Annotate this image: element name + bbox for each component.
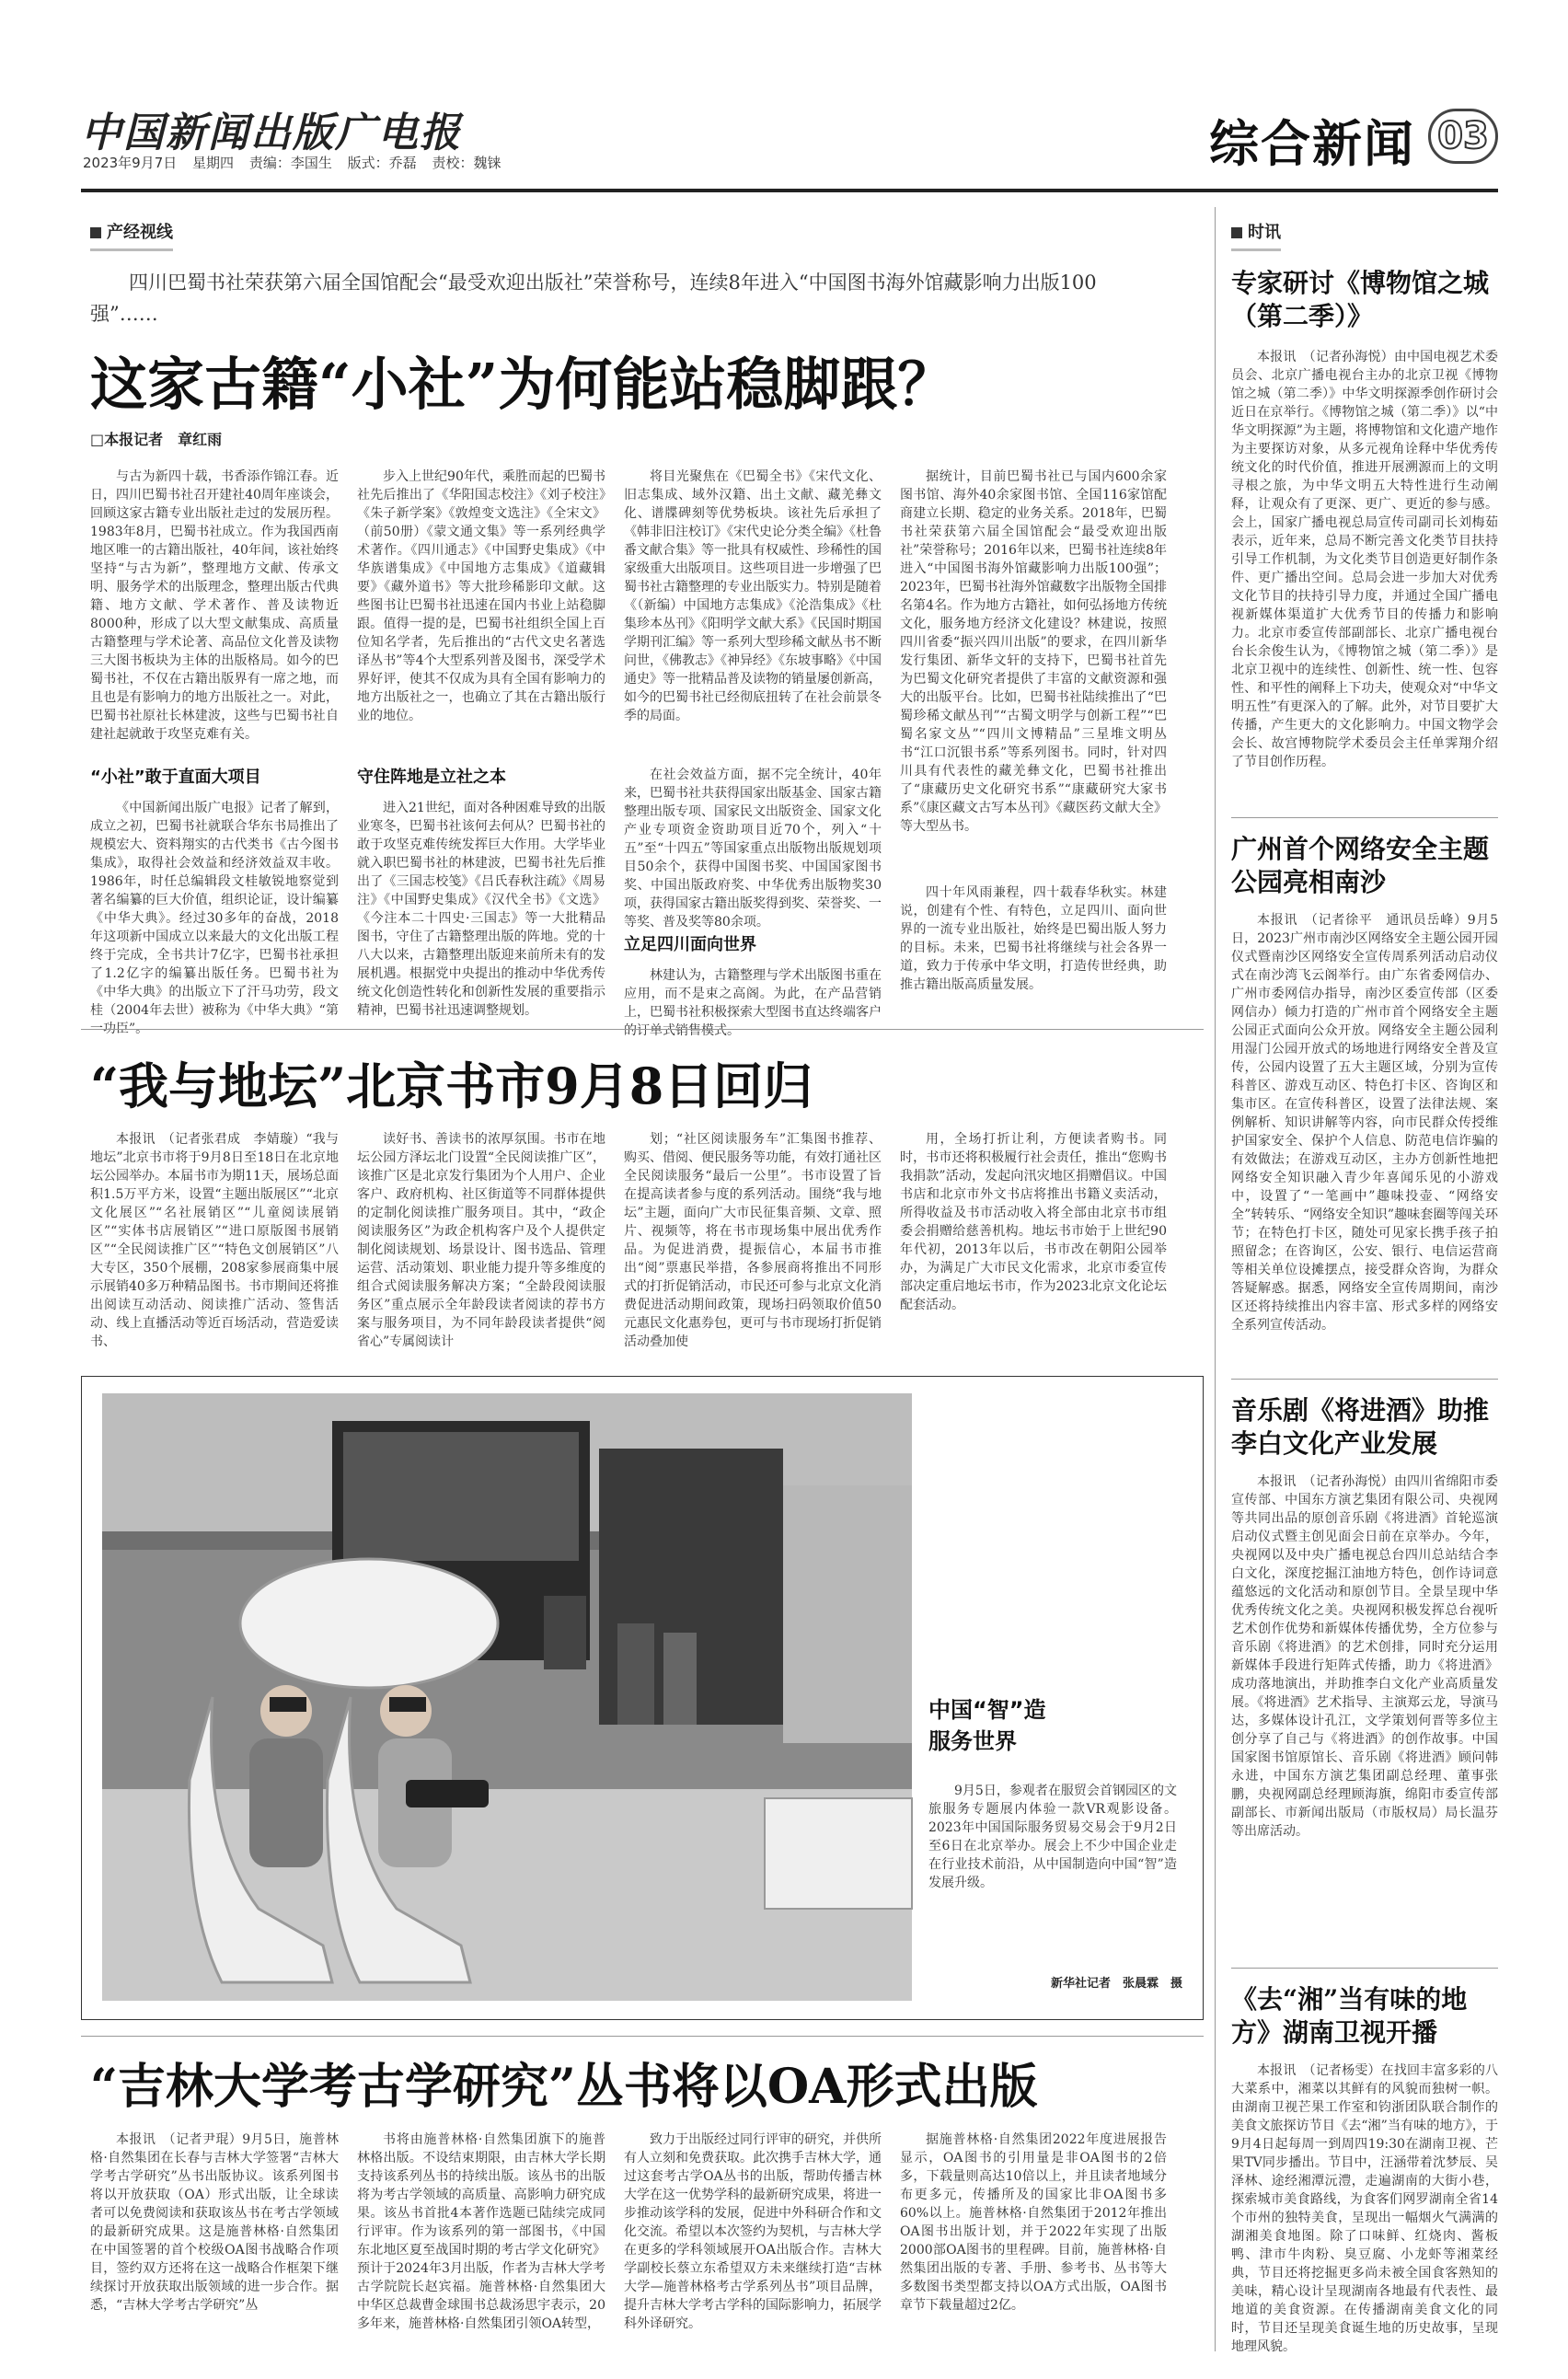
masthead-rule [81,189,1498,192]
vr-experience-photo [102,1393,912,2001]
sidebar-article-cyberpark: 本报讯 （记者徐平 通讯员岳峰）9月5日，2023广州市南沙区网络安全主题公园开园仪式暨南沙区网络安全宣传周系列活动启动仪式在南沙湾飞云阁举行。由广东省委网信办、广州市委网信办指导，南沙区委宣传部（区委网信办）倾力打造的广州市首个网络安全主题公园正式面向公众开放。网络安全主题公园利用湿门公园开放式的场地进行网络安全普及宣传，公园内设置了五大主题区域，分别为宣传科普区、游戏互动区、特色打卡区、咨询区和集市区。在宣传科普区，设置了法律法规、案例解析、知识讲解等内容，向市民群众传授维护国家安全、保护个人信息、防范电信诈骗的有效做法；在游戏互动区，主办方创新性地把网络安全知识融入青少年喜闻乐见的小游戏中，设置了“一笔画中”趣味投壶、“网络安全”转转乐、“网络安全知识”趣味套圈等闯关环节；在特色打卡区，随处可见家长携手孩子拍照留念；在咨询区，公安、银行、电信运营商等相关单位设摊摆点，接受群众咨询，为群众答疑解惑。据悉，网络安全宣传周期间，南沙区还将持续推出内容丰富、形式多样的网络安全系列宣传活动。 [1231,913,1498,1333]
divider-rule-2 [81,2036,1204,2037]
sidebar-article-hunan: 本报讯 （记者杨雯）在找回丰富多彩的八大菜系中，湘菜以其鲜有的风貌而独树一帜。由湖南卫视芒果工作室和钧浙团队联合制作的美食文旅探访节目《去“湘”当有味的地方》，于9月4日起每周一到周四19:30在湖南卫视、芒果TV同步播出。节目中，汪涵带着沈梦辰、吴泽林、途经湘潭沅澧，走遍湖南的大街小巷，探索城市美食路线，为食客们网罗湖南全省14个市州的独特美食，呈现出一幅烟火气满满的湖湘美食地图。除了口味鲜、红烧肉、酱板鸭、津市牛肉粉、臭豆腐、小龙虾等湘菜经典，节目还将挖掘更多尚未被全国食客熟知的美味，精心设计呈现湖南各地最有代表性、最地道的美食资源。在传播湖南美食文化的同时，节目还呈现美食诞生地的历史故事，呈现地理风貌。 [1231,2063,1498,2354]
sidebar-headline-musical: 音乐剧《将进酒》助推李白文化产业发展 [1231,1395,1490,1459]
vr-scene-illustration [102,1393,912,2001]
proof-credit: 责校：魏铼 [432,155,502,171]
photo-title-line-2: 服务世界 [928,1728,1017,1754]
photo-title-line-1: 中国“智”造 [928,1697,1046,1723]
issue-weekday: 星期四 [192,155,235,171]
feature-column-3b: 在社会效益方面，据不完全统计，40年来，巴蜀书社共获得国家出版基金、国家古籍整理出版专项、国家民文出版资金、国家文化产业专项资金资助项目近70个，列入“十五”至“十四五”等国家重点出版物出版规划项目50余个，获得中国图书奖、中国国家图书奖、中国出版政府奖、中华优秀出版物奖30项，获得国家古籍出版奖得到奖、荣誉奖、一等奖、普及奖等80余项。 [624,768,882,930]
bookfair-column-3: 划；“社区阅读服务车”汇集图书推荐、购买、借阅、便民服务等功能，有效打通社区全民阅读服务“最后一公里”。书市设置了旨在提高读者参与度的系列活动。围绕“我与地坛”主题，面向广大市民征集音频、文章、照片、视频等，将在书市现场集中展出优秀作品。为促进消费，提振信心，本届书市推出“阅”票惠民举措，各参展商将推出不同形式的打折促销活动，市民还可参与北京文化消费促进活动期间政策，现场扫码领取价值50元惠民文化惠券包，更可与书市现场打折促销活动叠加使 [624,1132,882,1349]
photo-caption: 9月5日，参观者在服贸会首钢园区的文旅服务专题展内体验一款VR观影设备。2023年中国国际服务贸易交易会于9月2日至6日在北京举办。展会上不少中国企业走在行业技术前沿，从中国制造向中国“智”造发展升级。 [928,1784,1177,1890]
bookfair-headline: “我与地坛”北京书市9月8日回归 [90,1057,813,1115]
feature-byline: □本报记者 章红雨 [90,431,223,448]
layout-credit: 版式：乔磊 [347,155,417,171]
issue-meta [83,153,512,172]
sidebar-headline-museum: 专家研讨《博物馆之城（第二季）》 [1231,268,1490,331]
archaeology-column-3: 致力于出版经过同行评审的研究，并供所有人立刻和免费获取。此次携手吉林大学，通过这套考古学OA丛书的出版，帮助传播吉林大学在这一优势学科的最新研究成果，将进一步推动该学科的发展，促进中外科研合作和文化交流。希望以本次签约为契机，与吉林大学在更多的学科领域展开OA出版合作。吉林大学副校长蔡立东希望双方未来继续打造“吉林大学—施普林格考古学系列丛书”项目品牌，提升吉林大学考古学科的国际影响力，拓展学科外译研究。 [624,2132,882,2331]
section-title: 综合新闻 [1209,114,1415,173]
archaeology-headline: “吉林大学考古学研究”丛书将以OA形式出版 [90,2059,1038,2115]
sidebar-article-musical: 本报讯 （记者孙海悦）由四川省绵阳市委宣传部、中国东方演艺集团有限公司、央视网等共同出品的原创音乐剧《将进酒》首轮巡演启动仪式暨主创见面会日前在京举办。今年，央视网以及中央广播电视总台四川总站结合李白文化，深度挖掘江油地方特色，创作诗词意蕴悠远的文化活动和原创节目。全景呈现中华优秀传统文化之美。央视网积极发挥总台视听艺术创作优势和新媒体传播优势，全方位参与音乐剧《将进酒》的艺术创排，同时充分运用新媒体手段进行矩阵式传播，助力《将进酒》成功落地演出，并助推李白文化产业高质量发展。《将进酒》艺术指导、主演郑云龙，导演马达，多媒体设计孔江，文学策划何晋等多位主创分享了自己与《将进酒》的创作故事。中国国家图书馆原馆长、音乐剧《将进酒》顾问韩永进，中国东方演艺集团副总经理、董事张鹏，央视网副总经理顾海旗，绵阳市委宣传部副部长、市新闻出版局（市版权局）局长温芬等出席活动。 [1231,1474,1498,1839]
sidebar-headline-cyberpark: 广州首个网络安全主题公园亮相南沙 [1231,834,1490,897]
section-tag-news: 时讯 [1231,219,1281,251]
divider-rule [81,1029,1204,1030]
feature-subhead-3: 立足四川面向世界 [624,935,756,954]
photo-credit: 新华社记者 张晨霖 摄 [1050,1977,1182,1991]
sidebar-rule-3 [1231,1968,1498,1969]
feature-subhead-1: “小社”敢于直面大项目 [90,768,261,787]
archaeology-column-4: 据施普林格·自然集团2022年度进展报告显示，OA图书的引用量是非OA图书的2倍多，下载量则高达10倍以上，并且读者地域分布更多元，传播所及的国家比非OA图书多60%以上。施普林格·自然集团于2012年推出OA图书出版计划，并于2022年实现了出版2000部OA图书的里程碑。目前，施普林格·自然集团出版的专著、手册、参考书、丛书等大多数图书类型都支持以OA方式出版，OA图书章节下载量超过2亿。 [900,2132,1167,2313]
section-tag-industry: 产经视线 [90,219,173,251]
issue-date: 2023年9月7日 [83,155,178,171]
feature-column-1: 与古为新四十载，书香添作锦江春。近日，四川巴蜀书社召开建社40周年座谈会，回顾这家古籍专业出版社走过的发展历程。1983年8月，巴蜀书社成立。作为我国西南地区唯一的古籍出版社，40年间，该社始终坚持“与古为新”，整理地方文献、传承文明、服务学术的出版理念，整理出版古代典籍、地方文献、学术著作、普及读物近8000种，形成了以大型文献集成、高质量古籍整理与学术论著、高品位文化普及读物三大图书板块为主体的出版格局。如今的巴蜀书社，不仅在古籍出版界有一席之地，而且也是有影响力的地方出版社之一。对此，巴蜀书社原社长林建波，这些与巴蜀书社自建社起就敢于攻坚克难有关。 [90,469,339,742]
bookfair-column-4: 用，全场打折让利，方便读者购书。同时，书市还将积极履行社会责任，推出“您购书我捐款”活动，发起向汛灾地区捐赠倡议。中国书店和北京市外文书店将推出书籍义卖活动，所得收益及书市活动收入将全部由北京书市组委会捐赠给慈善机构。地坛书市始于上世纪90年代初，2013年以后，书市改在朝阳公园举办，为满足广大市民文化需求，北京市委宣传部决定重启地坛书市，作为2023北京文化论坛配套活动。 [900,1132,1167,1312]
feature-column-4: 据统计，目前巴蜀书社已与国内600余家图书馆、海外40余家图书馆、全国116家馆配商建立长期、稳定的业务关系。2018年，巴蜀书社荣获第六届全国馆配会“最受欢迎出版社”荣誉称号；2016年以来，巴蜀书社连续8年进入“中国图书海外馆藏影响力出版100强”；2023年，巴蜀书社海外馆藏数字出版物全国排名第4名。作为地方古籍社，如何弘扬地方传统文化，服务地方经济文化建设？林建说，按照四川省委“振兴四川出版”的要求，在四川新华发行集团、新华文轩的支持下，巴蜀书社首先为巴蜀文化研究者提供了丰富的文献资源和强大的出版平台。比如，巴蜀书社陆续推出了“巴蜀珍稀文献丛刊”“古蜀文明学与创新工程”“巴蜀名家文丛”“四川文博精品”三星堆文明丛书“江口沉银书系”等系列图书。同时，针对四川具有代表性的藏羌彝文化，巴蜀书社推出了“康藏历史文化研究书系”“康藏研究大家书系”《康区藏文古写本丛刊》《藏医药文献大全》等大型丛书。 [900,469,1167,834]
bookfair-column-2: 读好书、善读书的浓厚氛围。书市在地坛公园方泽坛北门设置“全民阅读推广区”，该推广区是北京发行集团为个人用户、企业客户、政府机构、社区街道等不同群体提供的定制化阅读推广服务项目。其中，“政企阅读服务区”为政企机构客户及个人提供定制化阅读规划、场景设计、图书选品、管理运营、活动策划、职业能力提升等多维度的组合式阅读服务解决方案；“全龄段阅读服务区”重点展示全年龄段读者阅读的荐书方案与服务项目，为不同年龄段读者提供“阅省心”专属阅读计 [357,1132,605,1349]
sidebar-headline-hunan: 《去“湘”当有味的地方》湖南卫视开播 [1231,1984,1468,2048]
archaeology-column-2: 书将由施普林格·自然集团旗下的施普林格出版。不设结束期限，由吉林大学长期支持该系列丛书的持续出版。该丛书的出版将为考古学领域的高质量、高影响力研究成果。该丛书首批4本著作选题已陆续完成同行评审。作为该系列的第一部图书，《中国东北地区夏至战国时期的考古学文化研究》预计于2024年3月出版，作者为吉林大学考古学院院长赵宾福。施普林格·自然集团大中华区总裁曹金球围书总裁汤思宇表示，20多年来，施普林格·自然集团引领OA转型， [357,2132,605,2331]
masthead [81,99,1498,201]
feature-column-4b: 四十年风雨兼程，四十载春华秋实。林建说，创建有个性、有特色，立足四川、面向世界的一流专业出版社，始终是巴蜀出版人努力的目标。未来，巴蜀书社将继续与社会各界一道，致力于传承中华文明，打造传世经典，助推古籍出版高质量发展。 [900,885,1167,992]
archaeology-column-1: 本报讯 （记者尹琨）9月5日，施普林格·自然集团在长春与吉林大学签署“吉林大学考古学研究”丛书出版协议。该系列图书将以开放获取（OA）形式出版，让全球读者可以免费阅读和获取该丛书在考古学领域的最新研究成果。这是施普林格·自然集团在中国签署的首个校级OA图书战略合作项目，签约双方还将在这一战略合作框架下继续探讨开放获取出版领域的进一步合作。据悉，“吉林大学考古学研究”丛 [90,2132,339,2313]
feature-subhead-2: 守住阵地是立社之本 [357,768,506,787]
feature-column-2: 步入上世纪90年代，乘胜而起的巴蜀书社先后推出了《华阳国志校注》《刘子校注》《朱子新学案》《敦煌变文选注》《全宋文》（前50册）《蒙文通文集》等一系列经典学术著作。《四川通志》《中国野史集成》《中华族谱集成》《中国地方志集成》《道藏辑要》《藏外道书》等大批珍稀影印文献。这些图书让巴蜀书社迅速在国内书业上站稳脚跟。值得一提的是，巴蜀书社组织全国上百位知名学者，先后推出的“古代文史名著选译丛书”等4个大型系列普及图书，深受学术界好评，使其不仅成为具有全国有影响力的地方出版社之一，也确立了其在古籍出版行业的地位。 [357,469,605,723]
sidebar-rule-2 [1231,1379,1498,1380]
feature-column-3c: 林建认为，古籍整理与学术出版图书重在应用，而不是束之高阁。为此，在产品营销上，巴蜀书社积极探索大型图书直达终端客户的订单式销售模式。 [624,968,882,1038]
page-number: 03 [1428,109,1498,164]
editor-credit: 责编：李国生 [248,155,332,171]
newspaper-name: 中国新闻出版广电报 [81,110,462,156]
feature-column-3: 将目光聚焦在《巴蜀全书》《宋代文化、旧志集成、域外汉籍、出土文献、藏羌彝文化、谱牒碑刻等优势板块。该社先后承担了《韩非旧注校订》《宋代史论分类全编》《杜鲁番文献合集》等一批具有权威性、珍稀性的国家级重大出版项目。这些项目进一步增强了巴蜀书社古籍整理的专业出版实力。特别是随着《（新编）中国地方志集成》《沦浩集成》《杜集珍本丛刊》《阳明学文献大系》《民国时期国学期刊汇编》等一系列大型珍稀文献丛书不断问世，《佛教志》《神异经》《东坡事略》《中国通史》等一批精品普及读物的销量屡创新高，如今的巴蜀书社已经彻底扭转了在社会前景冬季的局面。 [624,469,882,723]
sidebar-article-museum: 本报讯 （记者孙海悦）由中国电视艺术委员会、北京广播电视台主办的北京卫视《博物馆之城（第二季）》中华文明探源季创作研讨会近日在京举行。《博物馆之城（第二季）》以“中华文明探源”为主题，将博物馆和文化遗产地作为主要探访对象，从多元视角诠释中华优秀传统文化的时代价值，推进开展溯源而上的文明寻根之旅，为中华文明五大特性进行生动阐释，让观众有了更深、更广、更近的参与感。会上，国家广播电视总局宣传司副司长刘梅茹表示，近年来，总局不断完善文化类节目扶持引导工作机制，为文化类节目创造更好制作条件、更广播出空间。总局会进一步加大对优秀文化节目的扶持引导力度，并通过全国广播电视新媒体渠道扩大优秀节目的传播力和影响力。北京市委宣传部副部长、北京广播电视台台长余俊生认为，《博物馆之城（第二季）》是北京卫视中的连续性、创新性、统一性、包容性、和平性的阐释上下功夫，使观众对“中华文明五性”有更深入的了解。此外，对节目要扩大传播，产生更大的文化影响力。中国文物学会会长、故宫博物院学术委员会主任单霁翔介绍了节目创作历程。 [1231,350,1498,769]
feature-column-1b: 《中国新闻出版广电报》记者了解到，成立之初，巴蜀书社就联合华东书局推出了规模宏大、资料翔实的古代类书《古今图书集成》，取得社会效益和经济效益双丰收。1986年，时任总编辑段文桂敏锐地察觉到著名编纂的巨大价值，组织论证，设计编纂《中华大典》。经过30多年的奋战，2018年这项新中国成立以来最大的文化出版工程终于完成，全书共计7亿字，巴蜀书社承担了1.2亿字的编纂出版任务。巴蜀书社为《中华大典》的出版立下了汗马功劳，段文桂（2004年去世）被称为《中华大典》“第一功臣”。 [90,801,339,1036]
sidebar-rule-1 [1231,817,1498,818]
news-photo-box [81,1376,1204,2020]
bookfair-column-1: 本报讯 （记者张君成 李婧璇）“我与地坛”北京书市将于9月8日至18日在北京地坛公园举办。本届书市为期11天，展场总面积1.5万平方米，设置“主题出版展区”“北京文化展区”“名社展销区”“儿童阅读展销区”“实体书店展销区”“进口原版图书展销区”“全民阅读推广区”“特色文创展销区”八大专区，350个展棚，208家参展商集中展示展销40多万种精品图书。书市期间还将推出阅读互动活动、阅读推广活动、签售活动、线上直播活动等近百场活动，营造爱读书、 [90,1132,339,1349]
feature-column-2b: 进入21世纪，面对各种困难导致的出版业寒冬，巴蜀书社该何去何从？巴蜀书社的敢于攻坚克难传统发挥巨大作用。大学毕业就入职巴蜀书社的林建波，巴蜀书社先后推出了《三国志校笺》《吕氏春秋注疏》《周易注》《中国野史集成》《汉代全书》《文选》《今注本二十四史·三国志》等一大批精品图书，守住了古籍整理出版的阵地。党的十八大以来，古籍整理出版迎来前所未有的发展机遇。根据党中央提出的推动中华优秀传统文化创造性转化和创新性发展的重要指示精神，巴蜀书社迅速调整规划。 [357,801,605,1018]
photo-caption-title [928,1694,1046,1757]
feature-lede: 四川巴蜀书社荣获第六届全国馆配会“最受欢迎出版社”荣誉称号，连续8年进入“中国图书海外馆藏影响力出版100强”…… [90,271,1097,325]
feature-headline: 这家古籍“小社”为何能站稳脚跟？ [90,351,955,418]
sidebar-divider [1215,207,1216,2351]
